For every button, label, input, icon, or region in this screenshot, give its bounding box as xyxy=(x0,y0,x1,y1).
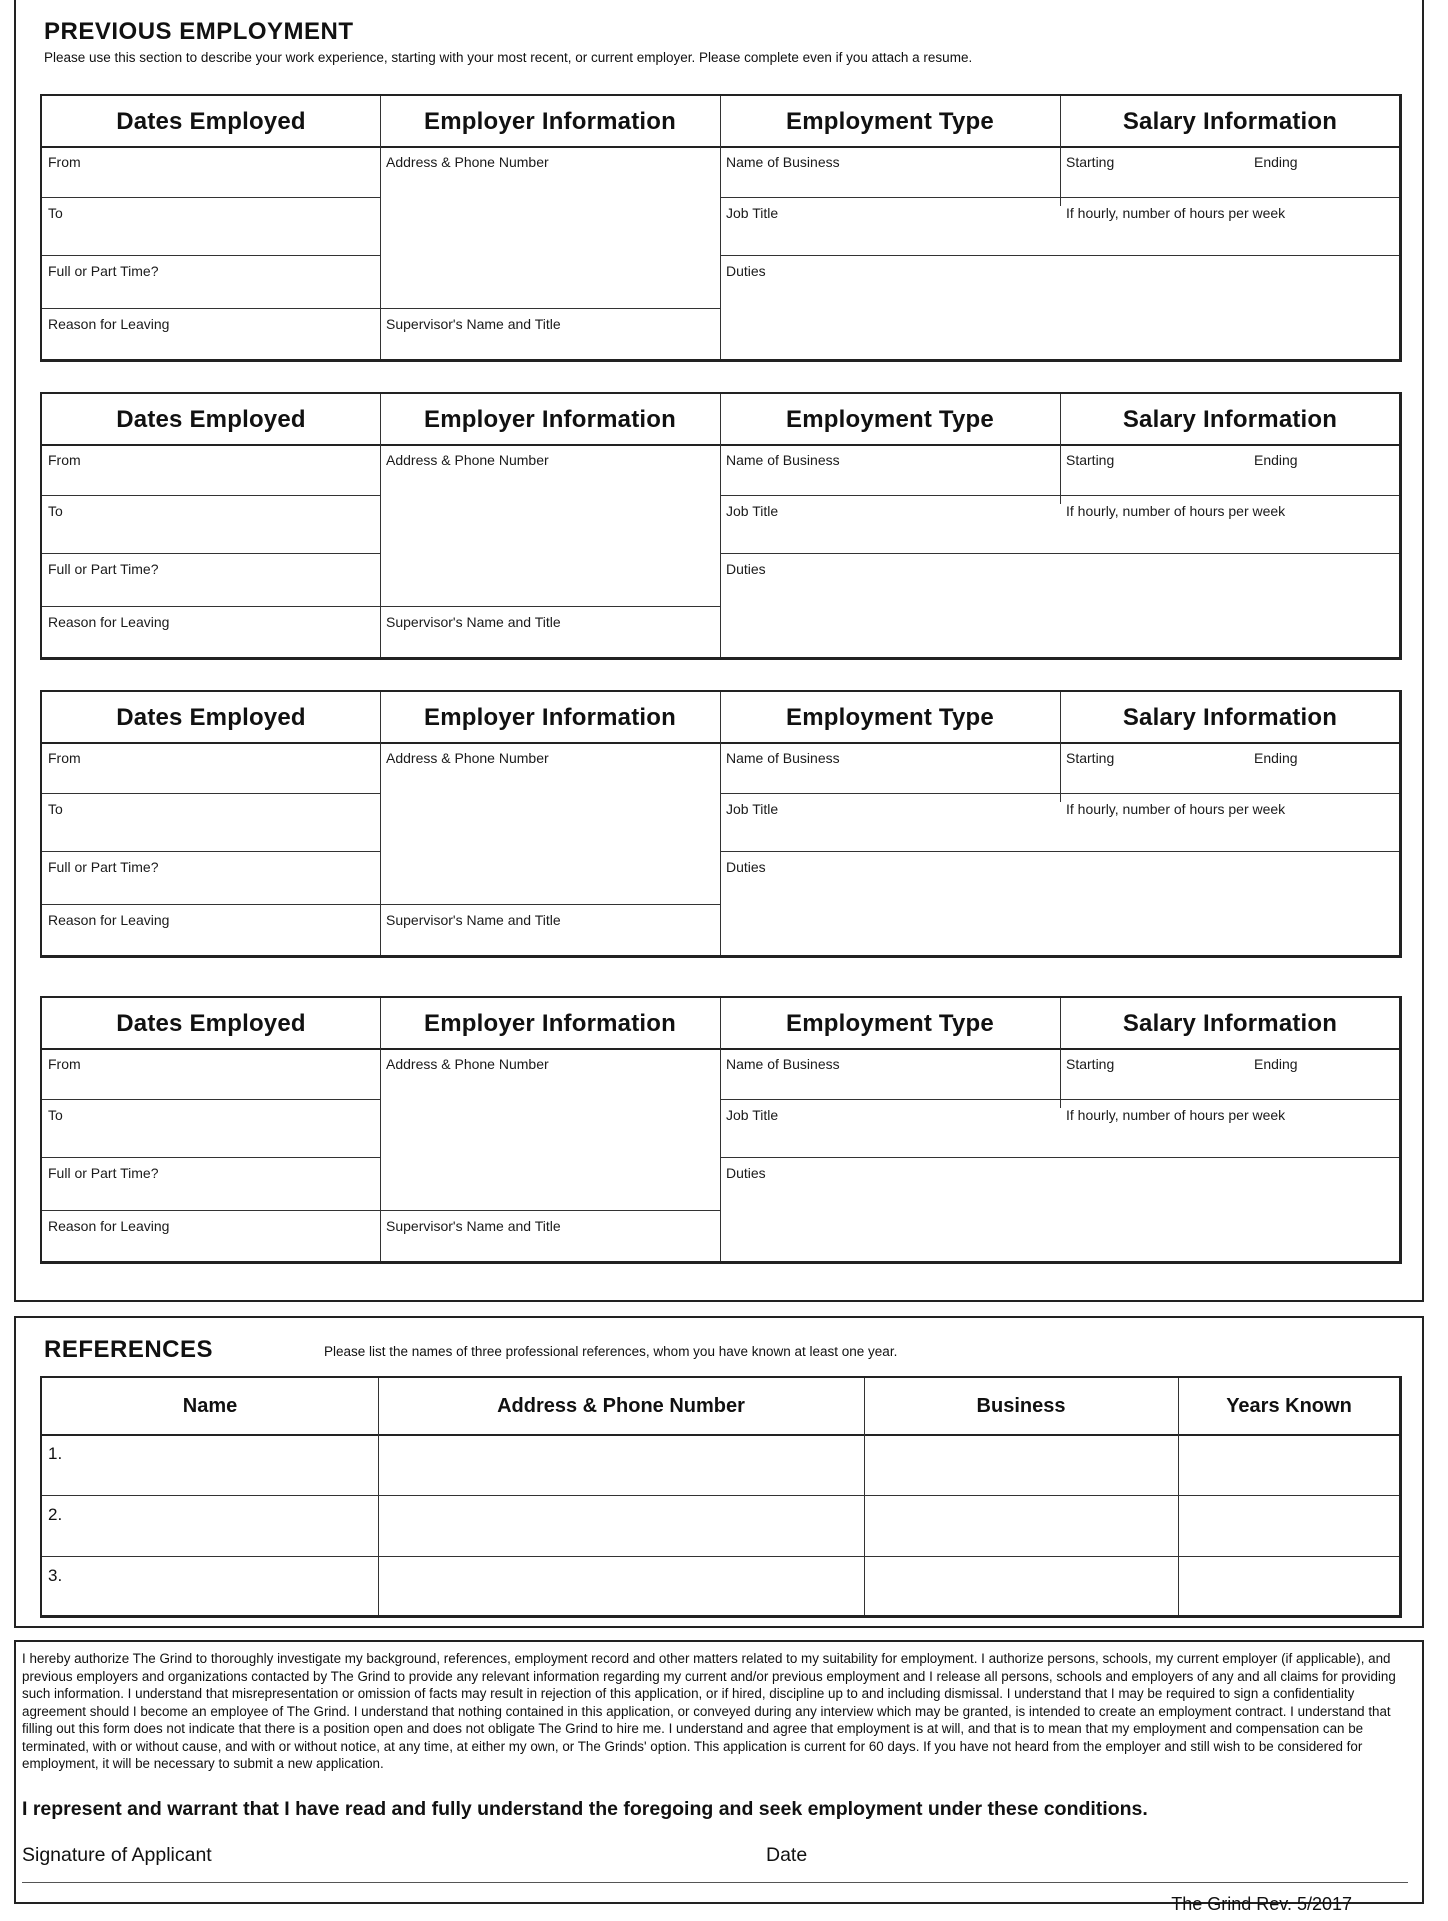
address-phone-field[interactable] xyxy=(382,174,718,306)
header-employer-information: Employer Information xyxy=(423,406,677,433)
to-field[interactable] xyxy=(72,795,372,850)
to-field[interactable] xyxy=(72,497,372,552)
job-title-label: Job Title xyxy=(726,1107,779,1123)
ending-salary-field[interactable] xyxy=(1242,1076,1398,1098)
full-part-time-label: Full or Part Time? xyxy=(48,1165,159,1181)
ref-1-name-field[interactable] xyxy=(72,1436,372,1494)
from-field[interactable] xyxy=(94,1050,374,1098)
date-field[interactable] xyxy=(820,1838,1400,1874)
ref-1-address-field[interactable] xyxy=(380,1436,862,1494)
duties-field[interactable] xyxy=(722,1182,1398,1262)
ref-2-business-field[interactable] xyxy=(866,1497,1176,1555)
ref-3-business-field[interactable] xyxy=(866,1558,1176,1614)
header-employer-information: Employer Information xyxy=(423,108,677,135)
employment-block-1 xyxy=(40,94,1402,362)
ref-1-years-field[interactable] xyxy=(1180,1436,1398,1494)
supervisor-field[interactable] xyxy=(382,1236,718,1262)
duties-field[interactable] xyxy=(722,578,1398,658)
reason-for-leaving-label: Reason for Leaving xyxy=(48,1218,170,1234)
reason-for-leaving-field[interactable] xyxy=(202,906,372,956)
duties-label: Duties xyxy=(726,859,766,875)
full-part-time-label: Full or Part Time? xyxy=(48,859,159,875)
address-phone-label: Address & Phone Number xyxy=(386,750,549,766)
address-phone-label: Address & Phone Number xyxy=(386,1056,549,1072)
header-dates-employed: Dates Employed xyxy=(116,406,306,433)
from-field[interactable] xyxy=(94,744,374,792)
supervisor-label: Supervisor's Name and Title xyxy=(386,316,561,332)
header-salary-information: Salary Information xyxy=(1122,108,1338,135)
reason-for-leaving-field[interactable] xyxy=(202,608,372,658)
hours-per-week-field[interactable] xyxy=(1062,522,1398,552)
ref-1-business-field[interactable] xyxy=(866,1436,1176,1494)
from-label: From xyxy=(48,1056,81,1072)
full-part-time-field[interactable] xyxy=(182,853,372,903)
supervisor-label: Supervisor's Name and Title xyxy=(386,1218,561,1234)
employment-block-3 xyxy=(40,690,1402,958)
header-salary-information: Salary Information xyxy=(1122,704,1338,731)
header-employment-type: Employment Type xyxy=(786,108,994,135)
hours-per-week-field[interactable] xyxy=(1062,820,1398,850)
header-dates-employed: Dates Employed xyxy=(116,704,306,731)
hourly-label: If hourly, number of hours per week xyxy=(1066,205,1286,221)
full-part-time-field[interactable] xyxy=(182,1159,372,1209)
date-label: Date xyxy=(766,1844,808,1866)
reason-for-leaving-field[interactable] xyxy=(202,310,372,360)
duties-field[interactable] xyxy=(722,876,1398,956)
starting-salary-field[interactable] xyxy=(1062,1076,1242,1098)
warrant-statement: I represent and warrant that I have read and fully understand the foregoing and seek employment under these conditions. xyxy=(22,1798,1148,1820)
hourly-label: If hourly, number of hours per week xyxy=(1066,801,1286,817)
reason-for-leaving-label: Reason for Leaving xyxy=(48,912,170,928)
previous-employment-subtitle: Please use this section to describe your work experience, starting with your most recent, or current employer. Please complete even if you attach a resume. xyxy=(44,50,973,65)
hourly-label: If hourly, number of hours per week xyxy=(1066,503,1286,519)
to-field[interactable] xyxy=(72,199,372,254)
ending-salary-field[interactable] xyxy=(1242,472,1398,494)
ref-3-years-field[interactable] xyxy=(1180,1558,1398,1614)
full-part-time-label: Full or Part Time? xyxy=(48,263,159,279)
address-phone-label: Address & Phone Number xyxy=(386,154,549,170)
to-label: To xyxy=(48,801,63,817)
business-name-field[interactable] xyxy=(722,174,1058,196)
references-subtitle: Please list the names of three professional references, whom you have known at least one year. xyxy=(324,1344,898,1359)
to-field[interactable] xyxy=(72,1101,372,1156)
business-name-label: Name of Business xyxy=(726,154,840,170)
job-title-field[interactable] xyxy=(722,1126,1058,1156)
hours-per-week-field[interactable] xyxy=(1062,1126,1398,1156)
ref-header-business: Business xyxy=(976,1394,1066,1417)
ref-3-name-field[interactable] xyxy=(72,1558,372,1614)
header-employer-information: Employer Information xyxy=(423,704,677,731)
job-title-label: Job Title xyxy=(726,801,779,817)
ending-label: Ending xyxy=(1254,452,1298,468)
ref-row-number-2: 2. xyxy=(48,1505,63,1524)
ending-salary-field[interactable] xyxy=(1242,174,1398,196)
supervisor-label: Supervisor's Name and Title xyxy=(386,614,561,630)
business-name-label: Name of Business xyxy=(726,1056,840,1072)
to-label: To xyxy=(48,503,63,519)
job-title-field[interactable] xyxy=(722,224,1058,254)
starting-salary-field[interactable] xyxy=(1062,174,1242,196)
ref-row-number-1: 1. xyxy=(48,1444,63,1463)
ref-header-name: Name xyxy=(182,1394,238,1417)
job-title-field[interactable] xyxy=(722,522,1058,552)
starting-label: Starting xyxy=(1066,1056,1115,1072)
duties-label: Duties xyxy=(726,263,766,279)
business-name-label: Name of Business xyxy=(726,750,840,766)
business-name-label: Name of Business xyxy=(726,452,840,468)
duties-label: Duties xyxy=(726,1165,766,1181)
from-label: From xyxy=(48,452,81,468)
starting-salary-field[interactable] xyxy=(1062,472,1242,494)
header-employment-type: Employment Type xyxy=(786,1010,994,1037)
ref-2-name-field[interactable] xyxy=(72,1497,372,1555)
business-name-field[interactable] xyxy=(722,1076,1058,1098)
full-part-time-field[interactable] xyxy=(182,257,372,307)
ending-salary-field[interactable] xyxy=(1242,770,1398,792)
header-salary-information: Salary Information xyxy=(1122,1010,1338,1037)
full-part-time-label: Full or Part Time? xyxy=(48,561,159,577)
from-label: From xyxy=(48,750,81,766)
starting-label: Starting xyxy=(1066,750,1115,766)
ending-label: Ending xyxy=(1254,750,1298,766)
supervisor-label: Supervisor's Name and Title xyxy=(386,912,561,928)
header-employment-type: Employment Type xyxy=(786,704,994,731)
ref-2-years-field[interactable] xyxy=(1180,1497,1398,1555)
starting-salary-field[interactable] xyxy=(1062,770,1242,792)
supervisor-field[interactable] xyxy=(382,334,718,360)
address-phone-label: Address & Phone Number xyxy=(386,452,549,468)
address-phone-field[interactable] xyxy=(382,1076,718,1208)
supervisor-field[interactable] xyxy=(382,632,718,658)
address-phone-field[interactable] xyxy=(382,770,718,902)
ref-header-address: Address & Phone Number xyxy=(497,1394,745,1417)
from-field[interactable] xyxy=(94,446,374,494)
header-dates-employed: Dates Employed xyxy=(116,108,306,135)
previous-employment-title: PREVIOUS EMPLOYMENT xyxy=(44,18,354,45)
business-name-field[interactable] xyxy=(722,472,1058,494)
header-dates-employed: Dates Employed xyxy=(116,1010,306,1037)
signature-label: Signature of Applicant xyxy=(22,1844,212,1866)
employment-block-4 xyxy=(40,996,1402,1264)
starting-label: Starting xyxy=(1066,452,1115,468)
signature-field[interactable] xyxy=(230,1838,750,1874)
ref-row-number-3: 3. xyxy=(48,1566,63,1585)
supervisor-field[interactable] xyxy=(382,930,718,956)
from-field[interactable] xyxy=(94,148,374,196)
ref-header-years-known: Years Known xyxy=(1226,1394,1352,1417)
full-part-time-field[interactable] xyxy=(182,555,372,605)
references-table xyxy=(40,1376,1402,1618)
from-label: From xyxy=(48,154,81,170)
references-title: REFERENCES xyxy=(44,1336,214,1363)
ref-3-address-field[interactable] xyxy=(380,1558,862,1614)
signature-line xyxy=(22,1882,1408,1883)
hourly-label: If hourly, number of hours per week xyxy=(1066,1107,1286,1123)
hours-per-week-field[interactable] xyxy=(1062,224,1398,254)
header-employer-information: Employer Information xyxy=(423,1010,677,1037)
job-title-label: Job Title xyxy=(726,205,779,221)
reason-for-leaving-label: Reason for Leaving xyxy=(48,614,170,630)
job-title-label: Job Title xyxy=(726,503,779,519)
address-phone-field[interactable] xyxy=(382,472,718,604)
header-salary-information: Salary Information xyxy=(1122,406,1338,433)
job-title-field[interactable] xyxy=(722,820,1058,850)
ending-label: Ending xyxy=(1254,1056,1298,1072)
reason-for-leaving-label: Reason for Leaving xyxy=(48,316,170,332)
business-name-field[interactable] xyxy=(722,770,1058,792)
duties-field[interactable] xyxy=(722,280,1398,360)
ending-label: Ending xyxy=(1254,154,1298,170)
employment-block-2 xyxy=(40,392,1402,660)
to-label: To xyxy=(48,1107,63,1123)
starting-label: Starting xyxy=(1066,154,1115,170)
header-employment-type: Employment Type xyxy=(786,406,994,433)
ref-2-address-field[interactable] xyxy=(380,1497,862,1555)
reason-for-leaving-field[interactable] xyxy=(202,1212,372,1262)
to-label: To xyxy=(48,205,63,221)
authorization-text: I hereby authorize The Grind to thoroughly investigate my background, references, employment record and other matters related to my suitability for employment. I authorize persons, schools, my current employer (if applicable), and previous employers and organizations contacted by The Grind to provide any relevant information regarding my current and/or previous employment and I release all persons, schools and employers of any and all claims for providing such information. I understand that misrepresentation or omission of facts may result in rejection of this application, or if hired, discipline up to and including dismissal. I understand that I may be required to sign a confidentiality agreement should I become an employee of The Grind. I understand that nothing contained in this application, or conveyed during any interview which may be granted, is intended to create an employment contract. I understand that filling out this form does not indicate that there is a position open and does not obligate The Grind to hire me. I understand and agree that employment is at will, and that is to mean that my employment and compensation can be terminated, with or without cause, and with or without notice, at any time, at either my own, or The Grinds' option. This application is current for 60 days. If you have not heard from the employer and still wish to be considered for employment, it will be necessary to submit a new application. xyxy=(22,1651,1396,1771)
duties-label: Duties xyxy=(726,561,766,577)
revision-footer: The Grind Rev. 5/2017 xyxy=(1171,1894,1352,1914)
